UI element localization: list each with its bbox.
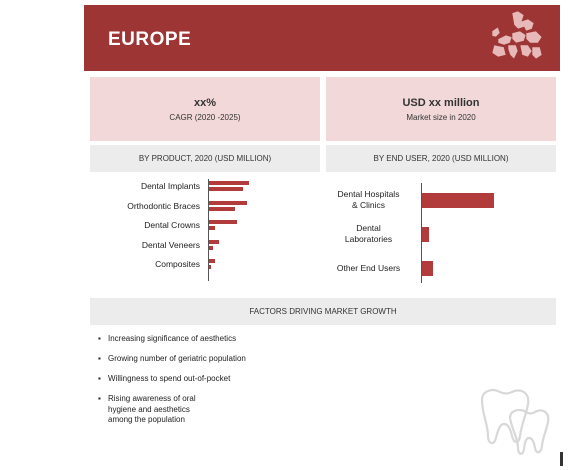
market-size-label: Market size in 2020 <box>406 113 476 122</box>
product-category-label: Dental Implants <box>140 181 200 191</box>
product-bar <box>209 259 215 263</box>
cagr-box <box>90 77 320 141</box>
product-bar <box>209 240 219 244</box>
end-user-bar <box>422 193 494 208</box>
region-title: EUROPE <box>108 29 192 50</box>
by-end-user-heading: BY END USER, 2020 (USD MILLION) <box>326 145 556 172</box>
product-category-label: Composites <box>155 259 200 269</box>
factor-text: Increasing significance of aesthetics <box>108 334 237 343</box>
product-bar <box>209 265 211 269</box>
by-product-chart <box>90 175 320 290</box>
region-banner <box>84 5 560 71</box>
market-size-value: USD xx million <box>402 97 480 109</box>
product-bar <box>209 246 213 250</box>
by-end-user-chart <box>326 175 556 290</box>
bullet-icon: ▪ <box>98 334 101 343</box>
product-bar <box>209 187 243 191</box>
product-bar <box>209 207 235 211</box>
factors-heading: FACTORS DRIVING MARKET GROWTH <box>90 298 556 325</box>
end-user-bar <box>422 261 433 276</box>
end-user-category-label: Dental Laboratories <box>344 223 393 244</box>
factor-text: Willingness to spend out-of-pocket <box>108 374 231 383</box>
cagr-value: xx% <box>193 97 217 109</box>
factor-text: Rising awareness of oral hygiene and aesthetics among the population <box>108 394 196 424</box>
product-bar <box>209 220 237 224</box>
europe-map-icon <box>484 9 546 67</box>
end-user-bar <box>422 227 429 242</box>
product-bar <box>209 181 249 185</box>
product-bar <box>209 201 247 205</box>
product-category-label: Orthodontic Braces <box>127 200 200 211</box>
edge-marker <box>560 452 563 466</box>
product-bar <box>209 226 215 230</box>
product-category-label: Dental Veneers <box>141 239 200 250</box>
market-size-box <box>326 77 556 141</box>
tooth-icon <box>476 386 552 460</box>
cagr-label: CAGR (2020 -2025) <box>169 113 241 122</box>
factor-text: Growing number of geriatric population <box>108 354 246 363</box>
end-user-category-label: Other End Users <box>336 263 401 273</box>
bullet-icon: ▪ <box>98 354 101 363</box>
product-category-label: Dental Crowns <box>144 220 200 230</box>
bullet-icon: ▪ <box>98 394 101 403</box>
end-user-category-label: Dental Hospitals & Clinics <box>337 189 400 210</box>
by-product-heading: BY PRODUCT, 2020 (USD MILLION) <box>90 145 320 172</box>
bullet-icon: ▪ <box>98 374 101 383</box>
